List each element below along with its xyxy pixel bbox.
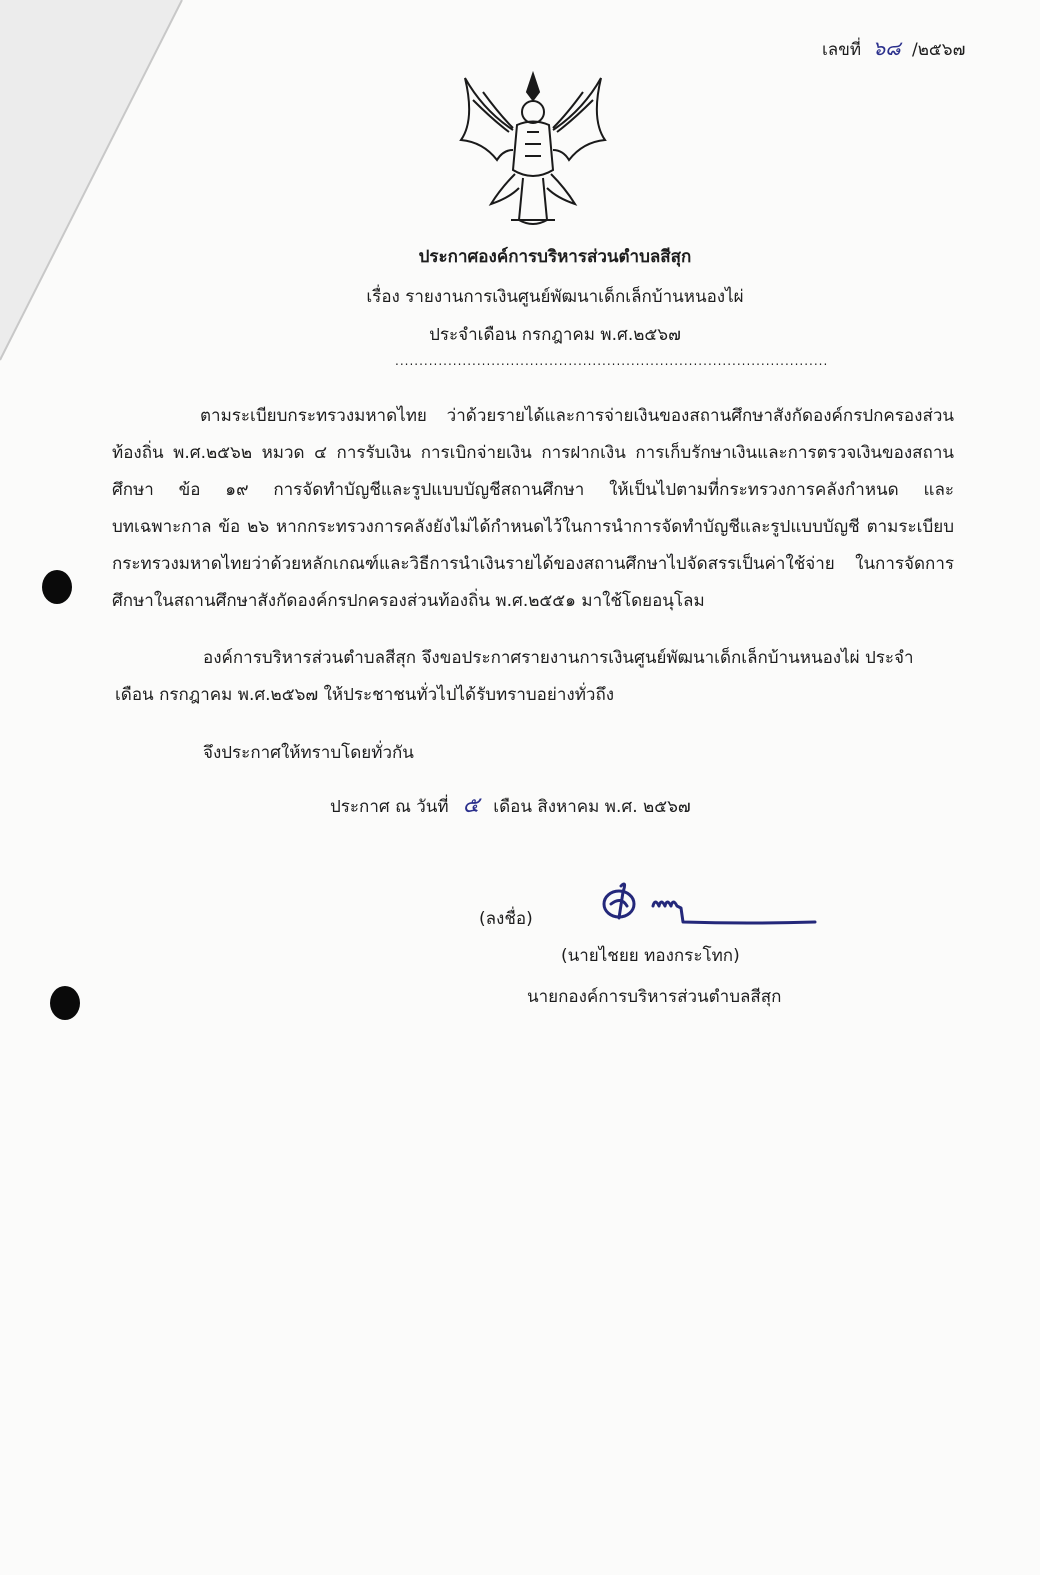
- signer-name: (นายไชยย ทองกระโทก): [561, 946, 740, 966]
- title-separator: ..........................................................................................: [395, 354, 829, 368]
- body-paragraph-regulation: ตามระเบียบกระทรวงมหาดไทย ว่าด้วยรายได้และการจ่ายเงินของสถานศึกษาสังกัดองค์กรปกครองส่วนท้องถิ่น พ.ศ.๒๕๖๒ หมวด ๔ การรับเงิน การเบิกจ่ายเงิน การฝากเงิน การเก็บรักษาเงินและการตรวจเงินของสถานศึกษา ข้อ ๑๙ การจัดทำบัญชีและรูปแบบบัญชีสถานศึกษา ให้เป็นไปตามที่กระทรวงการคลังกำหนด และบทเฉพาะกาล ข้อ ๒๖ หากกระทรวงการคลังยังไม่ได้กำหนดไว้ในการนำการจัดทำบัญชีและรูปแบบบัญชี ตามระเบียบกระทรวงมหาดไทยว่าด้วยหลักเกณฑ์และวิธีการนำเงินรายได้ของสถานศึกษาไปจัดสรรเป็นค่าใช้จ่าย ในการจัดการศึกษาในสถานศึกษาสังกัดองค์กรปกครองส่วนท้องถิ่น พ.ศ.๒๕๕๑ มาใช้โดยอนุโลม: [112, 406, 954, 611]
- date-day: ๕: [462, 793, 480, 818]
- document-month-line: ประจำเดือน กรกฎาคม พ.ศ.๒๕๖๗: [429, 325, 681, 345]
- date-prefix: ประกาศ ณ วันที่: [330, 797, 449, 817]
- garuda-emblem-icon: [453, 70, 613, 232]
- document-number-label: เลขที่: [822, 40, 862, 60]
- document-number-year: /๒๕๖๗: [912, 40, 966, 60]
- announcement-date: [330, 787, 691, 822]
- punch-hole-bottom: [50, 986, 80, 1020]
- punch-hole-top: [42, 570, 72, 604]
- document-number: [822, 32, 965, 64]
- document-subject: เรื่อง รายงานการเงินศูนย์พัฒนาเด็กเล็กบ้านหนองไผ่: [366, 287, 744, 307]
- date-suffix: เดือน สิงหาคม พ.ศ. ๒๕๖๗: [493, 797, 691, 817]
- signer-position: นายกองค์การบริหารส่วนตำบลสีสุก: [527, 987, 782, 1007]
- handwritten-signature: [597, 878, 819, 934]
- document-title: ประกาศองค์การบริหารส่วนตำบลสีสุก: [418, 247, 692, 267]
- body-paragraph-announcement: องค์การบริหารส่วนตำบลสีสุก จึงขอประกาศรายงานการเงินศูนย์พัฒนาเด็กเล็กบ้านหนองไผ่ ประจำเดือน กรกฎาคม พ.ศ.๒๕๖๗ ให้ประชาชนทั่วไปได้รับทราบอย่างทั่วถึง: [115, 648, 914, 705]
- closing-statement: จึงประกาศให้ทราบโดยทั่วกัน: [203, 743, 414, 763]
- document-number-value: ๖๘: [872, 36, 901, 60]
- sign-label: (ลงชื่อ): [479, 909, 533, 929]
